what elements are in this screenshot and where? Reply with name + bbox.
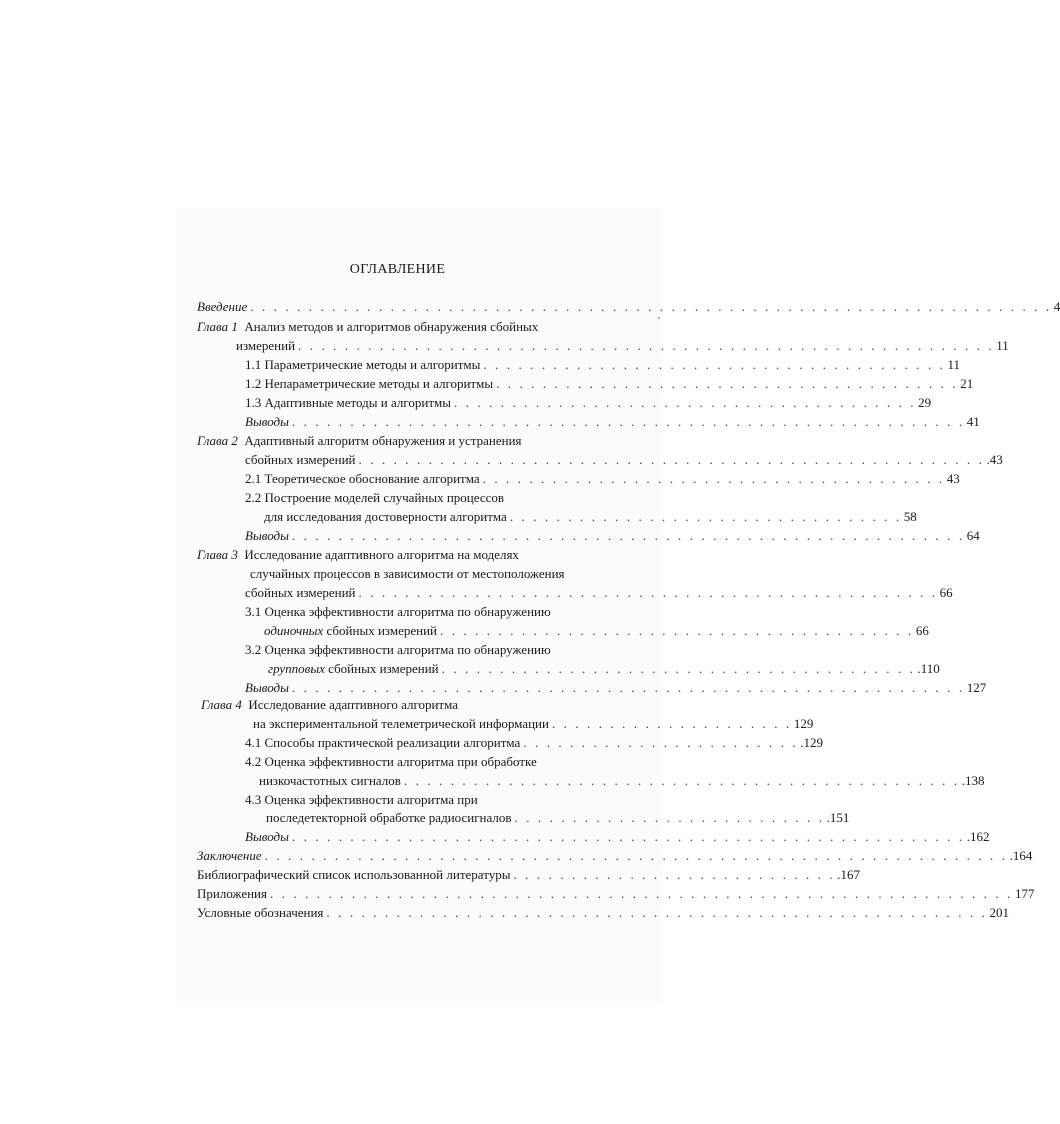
- bibliography-page: .167: [837, 867, 860, 882]
- toc-conclusions-4[interactable]: [245, 827, 990, 847]
- leader-dots: . . . . . . . . . . . . . . . . . . . . . . . . . . . . . . . . . . . . . . . .: [483, 357, 946, 372]
- section-3-2-line1: 3.2 Оценка эффективности алгоритма по обнаружению: [245, 642, 551, 657]
- leader-dots: . . . . . . . . . . . . . . . . . . . . . . . . . . . . . . . . . . . . . . . . .: [440, 623, 914, 638]
- section-3-2-page: .110: [917, 661, 940, 676]
- toc-chapter-1-heading[interactable]: [197, 317, 538, 337]
- toc-section-4-3-heading[interactable]: [245, 790, 478, 810]
- toc-section-3-2-heading[interactable]: [245, 640, 551, 660]
- leader-dots: . . . . . . . . . . . . . . . . . . . . . . . . . . . . . . . . . . . . . . . . . . . . . . . . . . . . . . . . . .: [291, 829, 965, 844]
- conclusions-3-label: Выводы: [245, 680, 289, 695]
- section-2-1-page: 43: [946, 471, 960, 486]
- chapter-2-title-line1: Адаптивный алгоритм обнаружения и устранения: [244, 433, 522, 448]
- chapter-2-page: .43: [986, 452, 1003, 467]
- section-1-1-page: 11: [947, 357, 961, 372]
- toc-notation[interactable]: [197, 903, 1009, 923]
- section-2-2-line2: для исследования достоверности алгоритма: [264, 509, 507, 524]
- notation-page: 201: [989, 905, 1009, 920]
- appendix-label: Приложения: [197, 886, 267, 901]
- toc-intro-label: Введение: [197, 299, 248, 314]
- section-1-2-page: 21: [960, 376, 974, 391]
- leader-dots: . . . . . . . . . . . . . . . . . . . . . . . . . . . . . . . . . . . . . . . . . . . . . . . . . . . . . . . . . . . . . . . .: [264, 848, 1008, 863]
- leader-dots: . . . . . . . . . . . . . . . . . . . . . . . . . . .: [514, 810, 825, 825]
- toc-chapter-3[interactable]: [245, 583, 953, 603]
- conclusion-label: Заключение: [197, 848, 262, 863]
- conclusions-3-page: 127: [966, 680, 987, 695]
- chapter-4-page: 129: [793, 716, 814, 731]
- toc-section-1-2[interactable]: [245, 374, 974, 394]
- toc-chapter-2-heading[interactable]: [197, 431, 522, 451]
- leader-dots: . . . . . . . . . . . . . . . . . . . . . . . . . . . . . . . . . . . . . . . . . . . . . . . . . . . . . . . . . . . . . . . . . . . . .: [250, 299, 1052, 314]
- section-3-1-page: 66: [915, 623, 929, 638]
- section-4-2-line2: низкочастотных сигналов: [259, 773, 401, 788]
- section-2-1-label: 2.1 Теоретическое обоснование алгоритма: [245, 471, 480, 486]
- section-4-3-line2: последетекторной обработке радиосигналов: [266, 810, 512, 825]
- toc-intro[interactable]: [197, 297, 1060, 317]
- conclusions-2-page: 64: [966, 528, 980, 543]
- toc-bibliography[interactable]: [197, 865, 860, 885]
- leader-dots: . . . . . . . . . . . . . . . . . . . . . . . . . . . . . . . . . .: [509, 509, 902, 524]
- section-4-3-line1: 4.3 Оценка эффективности алгоритма при: [245, 792, 478, 807]
- toc-section-2-2-heading[interactable]: [245, 488, 504, 508]
- chapter-3-number: Глава 3: [197, 547, 238, 562]
- toc-section-4-2-heading[interactable]: [245, 752, 537, 772]
- toc-conclusions-2[interactable]: [245, 526, 980, 546]
- conclusions-4-label: Выводы: [245, 829, 289, 844]
- leader-dots: . . . . . . . . . . . . . . . . . . . . . . . . . . . . . . . . . . . . . . . .: [496, 376, 959, 391]
- section-1-1-label: 1.1 Параметрические методы и алгоритмы: [245, 357, 481, 372]
- leader-dots: . . . . . . . . . . . . . . . . . . . . . . . . . . . . . . . . . . . . . . . . . . . . . . . . . . . . . . . . . .: [291, 680, 965, 695]
- toc-section-4-1[interactable]: [245, 733, 824, 753]
- section-4-2-page: .138: [961, 773, 985, 788]
- section-1-3-page: 29: [918, 395, 932, 410]
- leader-dots: . . . . . . . . . . . . . . . . . . . . . . . . . . . . . . . . . . . . . . . . . . . . . . . . . . . . . . . . . .: [291, 414, 965, 429]
- conclusion-page: .164: [1009, 848, 1033, 863]
- leader-dots: . . . . . . . . . . . . . . . . . . . . . . . . . . . . . . . . . . . . . . . .: [482, 471, 945, 486]
- leader-dots: . . . . . . . . . . . . . . . . . . . . . . . . . . . . . . . . . . . . . . . .: [453, 395, 917, 410]
- chapter-3-title-line3: сбойных измерений: [245, 585, 356, 600]
- section-3-1-italic: одиночных: [264, 623, 324, 638]
- toc-section-3-1[interactable]: [264, 621, 929, 641]
- chapter-1-title-line1: Анализ методов и алгоритмов обнаружения сбойных: [244, 319, 539, 334]
- toc-chapter-2[interactable]: [245, 450, 1003, 470]
- leader-dots: . . . . . . . . . . . . . . . . . . . . . . . . . . . . . . . . . . . . . . . . . . . . . . . . . . . . . . . . .: [326, 905, 988, 920]
- bibliography-label: Библиографический список использованной литературы: [197, 867, 511, 882]
- page-title: ОГЛАВЛЕНИЕ: [349, 262, 446, 277]
- section-3-2-italic: групповых: [268, 661, 325, 676]
- section-3-1-line1: 3.1 Оценка эффективности алгоритма по обнаружению: [245, 604, 551, 619]
- chapter-4-title-line2: на экспериментальной телеметрической информации: [253, 716, 549, 731]
- toc-section-2-1[interactable]: [245, 469, 960, 489]
- leader-dots: . . . . . . . . . . . . . . . . . . . . . . . . . . . . . . . . . . . . . . . . . . . . . . . . . . . . . . . . . . . . . . . .: [269, 886, 1013, 901]
- chapter-4-number: Глава 4: [201, 697, 242, 712]
- section-1-2-label: 1.2 Непараметрические методы и алгоритмы: [245, 376, 494, 391]
- toc-chapter-4[interactable]: [253, 714, 814, 734]
- chapter-2-number: Глава 2: [197, 433, 238, 448]
- toc-section-3-2[interactable]: [268, 659, 940, 679]
- leader-dots: . . . . . . . . . . . . . . . . . . . . . . . . . . . . . . . . . . . . . . . . . . . . . . . . . . . . . . . . . .: [291, 528, 965, 543]
- toc-chapter-1[interactable]: [236, 336, 1009, 356]
- conclusions-2-label: Выводы: [245, 528, 289, 543]
- toc-chapter-4-heading[interactable]: [201, 695, 458, 715]
- leader-dots: . . . . . . . . . . . . . . . . . . . . . . . . . . . . . . . . . . . . . . . . . . . . . . . . . . . . . .: [358, 452, 985, 467]
- toc-section-2-2[interactable]: [264, 507, 917, 527]
- toc-intro-page: 4: [1053, 299, 1060, 314]
- section-4-3-page: .151: [826, 810, 850, 825]
- toc-section-3-1-heading[interactable]: [245, 602, 551, 622]
- section-3-2-line2: сбойных измерений: [328, 661, 439, 676]
- section-2-2-page: 58: [903, 509, 917, 524]
- notation-label: Условные обозначения: [197, 905, 324, 920]
- toc-section-1-1[interactable]: [245, 355, 961, 375]
- leader-dots: . . . . . . . . . . . . . . . . . . . . . . . . . . . . . . . . . . . . . . . . . . . . . . . . . . . . . . . . . . . .: [298, 338, 995, 353]
- chapter-3-title-line2: случайных процессов в зависимости от местоположения: [250, 566, 565, 581]
- toc-chapter-3-heading[interactable]: [197, 545, 519, 565]
- leader-dots: . . . . . . . . . . . . . . . . . . . . . . . .: [523, 735, 799, 750]
- leader-dots: . . . . . . . . . . . . . . . . . . . . . . . . . . . . . . . . . . . . . . . . . . . . . . . . . .: [358, 585, 938, 600]
- toc-section-1-3[interactable]: [245, 393, 932, 413]
- chapter-2-title-line2: сбойных измерений: [245, 452, 356, 467]
- section-3-1-line2: сбойных измерений: [326, 623, 437, 638]
- leader-dots: . . . . . . . . . . . . . . . . . . . . . . . . . . . . . . . . . . . . . . . . .: [441, 661, 916, 676]
- leader-dots: . . . . . . . . . . . . . . . . . . . . . . . . . . . . . . . . . . . . . . . . . . . . . . . .: [403, 773, 960, 788]
- toc-section-4-2[interactable]: [259, 771, 985, 791]
- section-4-1-page: .129: [800, 735, 824, 750]
- leader-dots: . . . . . . . . . . . . . . . . . . . . . . . . . . . .: [513, 867, 836, 882]
- chapter-1-page: 11: [996, 338, 1009, 353]
- toc-conclusion[interactable]: [197, 846, 1033, 866]
- conclusions-1-label: Выводы: [245, 414, 289, 429]
- chapter-3-title-line1: Исследование адаптивного алгоритма на моделях: [244, 547, 519, 562]
- toc-section-4-3[interactable]: [266, 808, 850, 828]
- chapter-1-title-line2: измерений: [236, 338, 296, 353]
- section-2-2-line1: 2.2 Построение моделей случайных процессов: [245, 490, 505, 505]
- toc-conclusions-1[interactable]: [245, 412, 980, 432]
- conclusions-1-page: 41: [966, 414, 980, 429]
- toc-chapter-3-heading-line2: [250, 564, 565, 584]
- section-4-1-label: 4.1 Способы практической реализации алгоритма: [245, 735, 521, 750]
- chapter-4-title-line1: Исследование адаптивного алгоритма: [248, 697, 459, 712]
- conclusions-4-page: .162: [966, 829, 990, 844]
- toc-appendix[interactable]: [197, 884, 1035, 904]
- chapter-3-page: 66: [939, 585, 953, 600]
- leader-dots: . . . . . . . . . . . . . . . . . . . . .: [551, 716, 792, 731]
- section-1-3-label: 1.3 Адаптивные методы и алгоритмы: [245, 395, 451, 410]
- appendix-page: 177: [1014, 886, 1035, 901]
- chapter-1-number: Глава 1: [197, 319, 238, 334]
- section-4-2-line1: 4.2 Оценка эффективности алгоритма при обработке: [245, 754, 537, 769]
